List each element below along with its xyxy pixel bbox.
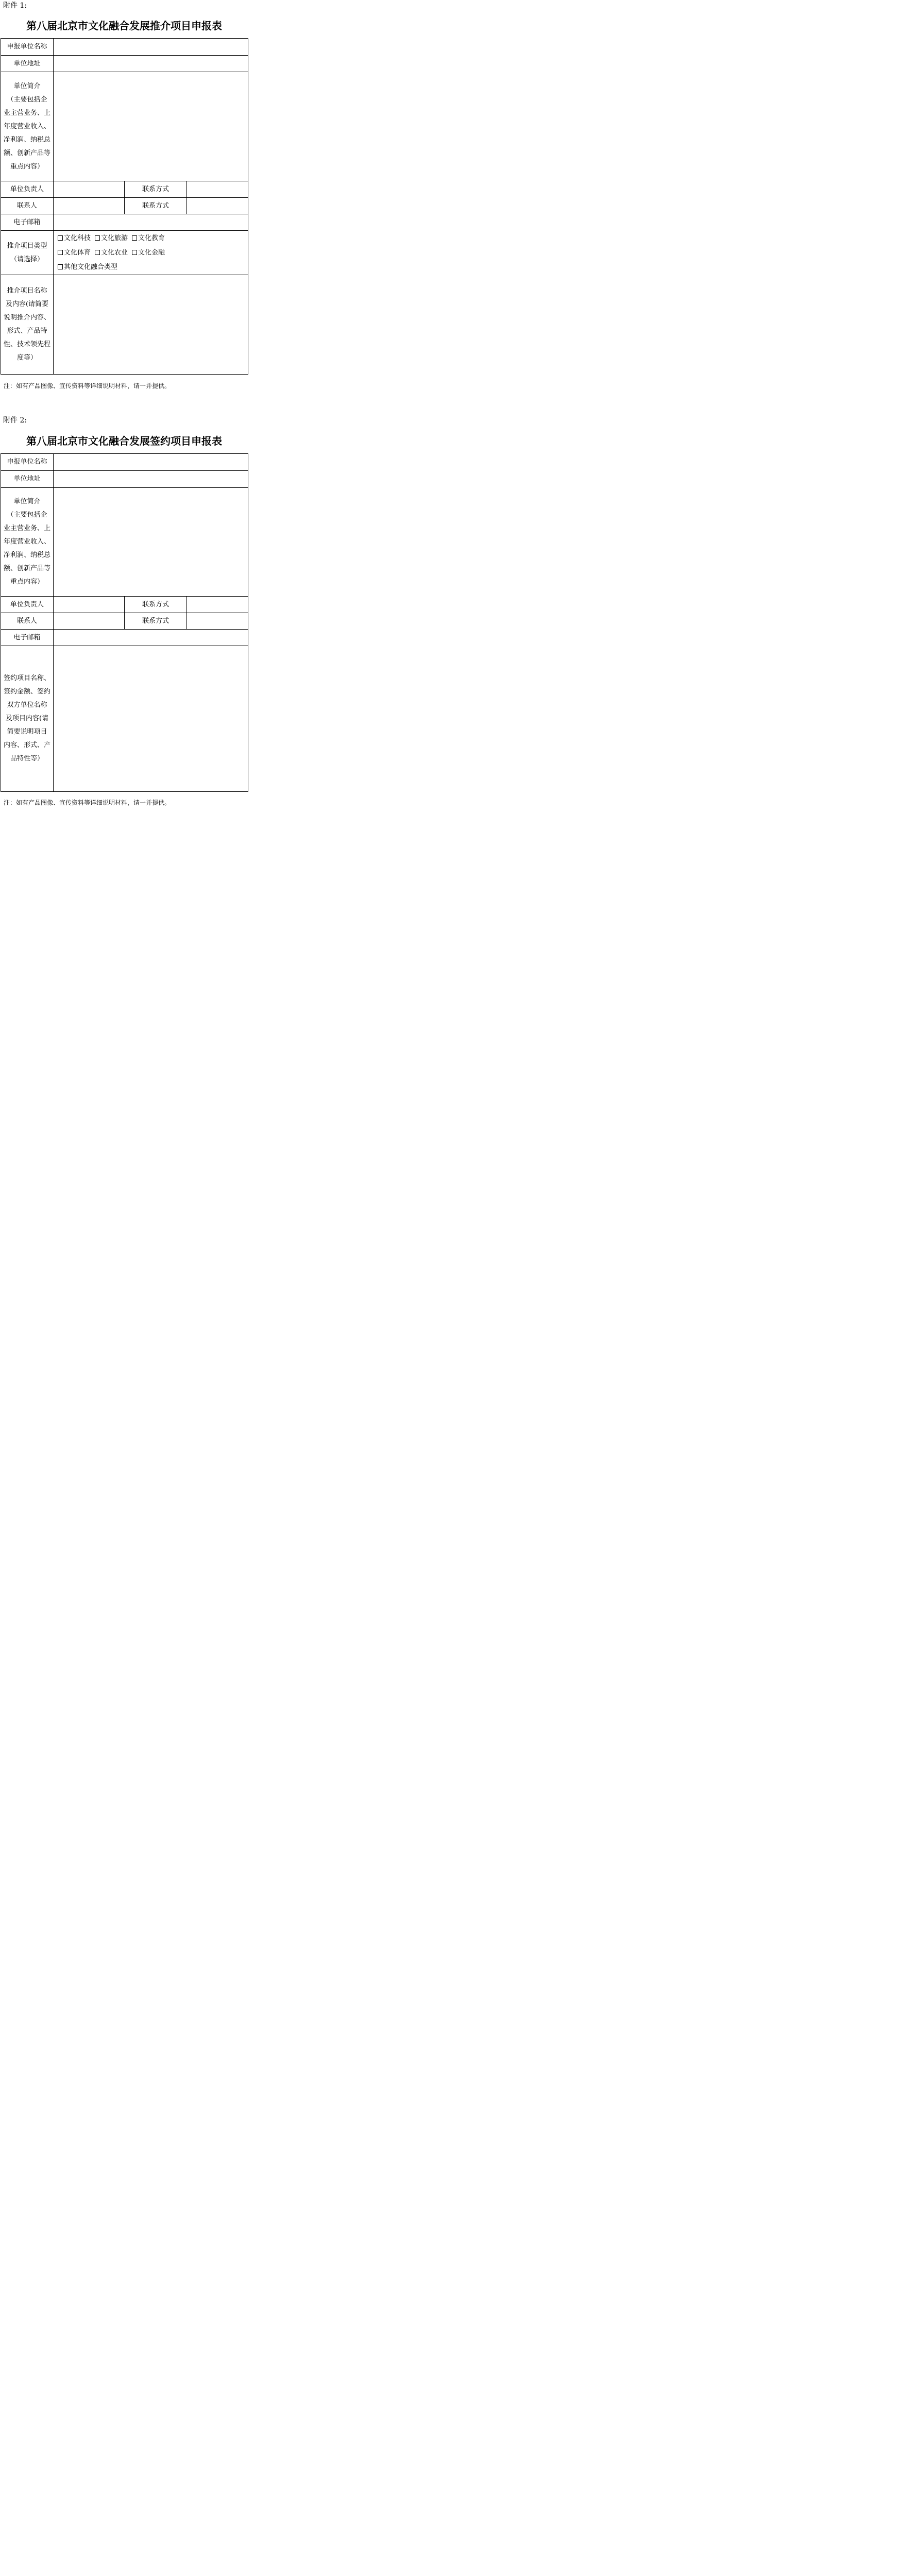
option-label: 文化体育 xyxy=(64,248,91,257)
project-type-label-line: （请选择） xyxy=(10,255,44,263)
project-type-option[interactable] xyxy=(95,231,128,246)
form-1-title: 第八届北京市文化融合发展推介项目申报表 xyxy=(26,20,222,32)
unit-intro-label-line: （主要包括企 xyxy=(7,511,47,519)
label-email: 电子邮箱 xyxy=(1,630,54,646)
checkbox[interactable] xyxy=(58,264,63,269)
checkbox[interactable] xyxy=(132,235,137,241)
field-contact-person[interactable] xyxy=(54,613,125,630)
label-project-content xyxy=(1,646,54,792)
row-contact xyxy=(1,198,248,214)
form-1-table xyxy=(1,38,248,375)
project-type-label-line: 推介项目类型 xyxy=(7,242,47,250)
field-head-contact[interactable] xyxy=(187,181,248,198)
field-project-content[interactable] xyxy=(54,275,248,375)
label-email: 电子邮箱 xyxy=(1,214,54,231)
project-content-label-line: 说明推介内容、 xyxy=(3,314,50,321)
label-unit-intro xyxy=(1,488,54,597)
label-contact-method: 联系方式 xyxy=(125,198,187,214)
unit-intro-label-line: 净利润、纳税总 xyxy=(3,551,50,559)
row-intro xyxy=(1,488,248,597)
row-contact xyxy=(1,613,248,630)
label-contact-person: 联系人 xyxy=(1,198,54,214)
field-unit-head[interactable] xyxy=(54,597,125,613)
label-unit-head: 单位负责人 xyxy=(1,181,54,198)
project-content-label-line: 推介项目名称 xyxy=(7,287,47,295)
field-email[interactable] xyxy=(54,630,248,646)
row-applicant xyxy=(1,454,248,471)
field-unit-head[interactable] xyxy=(54,181,125,198)
field-contact-person[interactable] xyxy=(54,198,125,214)
row-address xyxy=(1,56,248,72)
row-applicant xyxy=(1,39,248,56)
unit-intro-label-line: 年度营业收入、 xyxy=(3,538,50,546)
label-contact-method: 联系方式 xyxy=(125,613,187,630)
checkbox[interactable] xyxy=(95,235,100,241)
project-content-label-line: 双方单位名称 xyxy=(7,701,47,709)
unit-intro-label-line: 额、创新产品等 xyxy=(3,565,50,572)
row-project-type xyxy=(1,231,248,275)
row-email xyxy=(1,630,248,646)
option-row xyxy=(54,246,248,260)
unit-intro-label-line: 业主营业务、上 xyxy=(3,109,50,117)
project-content-label-line: 内容、形式、产 xyxy=(3,741,50,749)
checkbox[interactable] xyxy=(95,250,100,255)
row-project-content xyxy=(1,275,248,375)
form-2-note: 注：如有产品图像、宣传资料等详细说明材料，请一并提供。 xyxy=(4,799,171,806)
label-contact-person: 联系人 xyxy=(1,613,54,630)
row-head xyxy=(1,181,248,198)
project-type-option[interactable] xyxy=(95,246,128,260)
option-label: 文化金融 xyxy=(138,248,165,257)
project-content-label-line: 度等） xyxy=(16,354,37,362)
unit-intro-label-line: 业主营业务、上 xyxy=(3,524,50,532)
attachment-1-label: 附件 1: xyxy=(3,2,27,10)
label-address: 单位地址 xyxy=(1,56,54,72)
option-label: 其他文化融合类型 xyxy=(64,263,118,271)
form-2-table xyxy=(1,453,248,792)
unit-intro-label-line: 单位简介 xyxy=(13,498,41,505)
unit-intro-label-line: 年度营业收入、 xyxy=(3,122,50,130)
field-applicant-name[interactable] xyxy=(54,454,248,471)
row-project-content xyxy=(1,646,248,792)
project-type-option[interactable] xyxy=(132,246,165,260)
project-type-options xyxy=(54,231,248,275)
checkbox[interactable] xyxy=(58,250,63,255)
label-head-contact: 联系方式 xyxy=(125,597,187,613)
option-label: 文化科技 xyxy=(64,234,91,242)
unit-intro-label-line: 净利润、纳税总 xyxy=(3,135,50,144)
form-1-note: 注：如有产品图像、宣传资料等详细说明材料，请一并提供。 xyxy=(4,382,171,389)
form-2-title: 第八届北京市文化融合发展签约项目申报表 xyxy=(26,435,222,447)
project-content-label-line: 签约金额、签约 xyxy=(3,688,50,696)
attachment-2-label: 附件 2: xyxy=(3,416,27,425)
field-applicant-name[interactable] xyxy=(54,39,248,56)
checkbox[interactable] xyxy=(132,250,137,255)
label-address: 单位地址 xyxy=(1,471,54,488)
unit-intro-label-line: 单位简介 xyxy=(13,82,41,90)
unit-intro-label-line: 额、创新产品等 xyxy=(3,149,50,157)
project-type-option[interactable] xyxy=(58,231,91,246)
project-content-label-line: 性、技术领先程 xyxy=(3,341,50,348)
label-unit-head: 单位负责人 xyxy=(1,597,54,613)
row-head xyxy=(1,597,248,613)
field-contact-method[interactable] xyxy=(187,198,248,214)
label-applicant-name: 申报单位名称 xyxy=(1,454,54,471)
option-label: 文化农业 xyxy=(101,248,128,257)
unit-intro-label-line: （主要包括企 xyxy=(7,95,47,104)
option-row xyxy=(54,260,248,275)
option-label: 文化旅游 xyxy=(101,234,128,242)
label-unit-intro xyxy=(1,72,54,181)
field-unit-intro[interactable] xyxy=(54,72,248,181)
field-email[interactable] xyxy=(54,214,248,231)
unit-intro-label-line: 重点内容） xyxy=(10,162,44,171)
field-address[interactable] xyxy=(54,56,248,72)
row-intro xyxy=(1,72,248,181)
label-project-type xyxy=(1,231,54,275)
option-label: 文化教育 xyxy=(138,234,165,242)
project-content-label-line: 品特性等） xyxy=(10,755,44,762)
label-project-content xyxy=(1,275,54,375)
checkbox[interactable] xyxy=(58,235,63,241)
field-contact-method[interactable] xyxy=(187,613,248,630)
project-content-label-line: 简要说明项目 xyxy=(7,728,47,736)
unit-intro-label-line: 重点内容） xyxy=(10,578,44,586)
field-head-contact[interactable] xyxy=(187,597,248,613)
project-content-label-line: 形式、产品特 xyxy=(7,327,47,335)
project-content-label-line: 签约项目名称、 xyxy=(3,674,50,682)
field-project-content[interactable] xyxy=(54,646,248,792)
project-content-label-line: 及项目内容(请 xyxy=(5,715,49,722)
label-head-contact: 联系方式 xyxy=(125,181,187,198)
field-unit-intro[interactable] xyxy=(54,488,248,597)
project-content-label-line: 及内容(请简要 xyxy=(5,300,49,308)
label-applicant-name: 申报单位名称 xyxy=(1,39,54,56)
project-type-option[interactable] xyxy=(58,246,91,260)
row-address xyxy=(1,471,248,488)
field-address[interactable] xyxy=(54,471,248,488)
option-row xyxy=(54,231,248,246)
project-type-option[interactable] xyxy=(58,260,117,275)
project-type-option[interactable] xyxy=(132,231,165,246)
row-email xyxy=(1,214,248,231)
